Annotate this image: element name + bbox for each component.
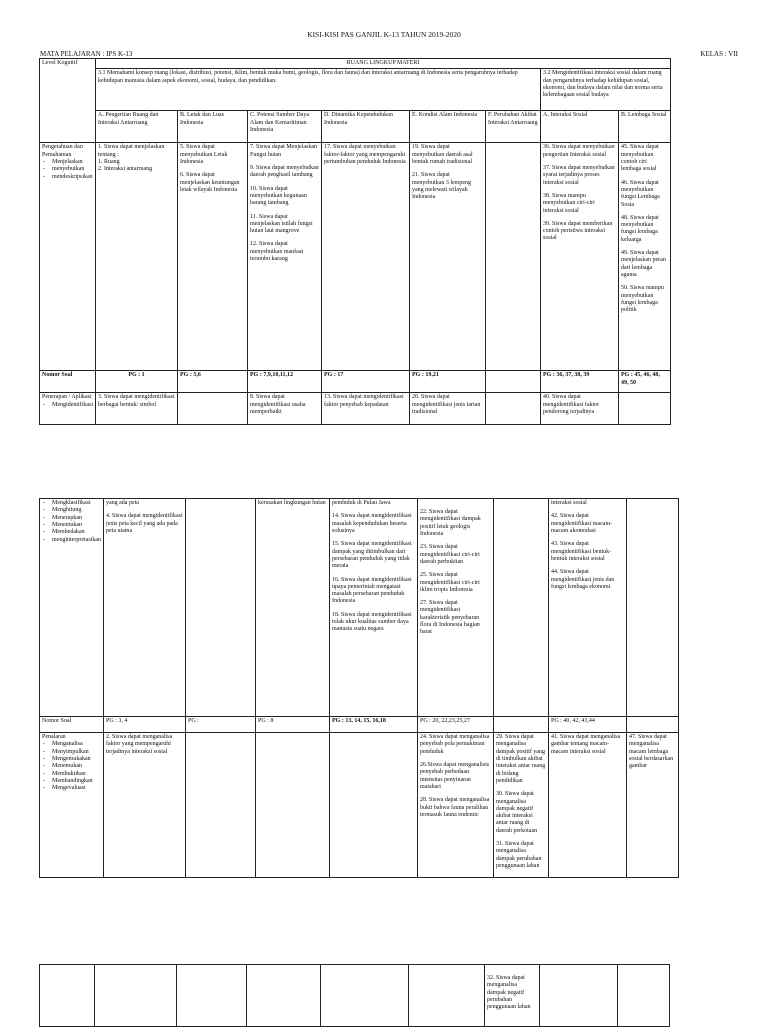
cell-pengetahuan-h: 45. Siswa dapat menyebutkan contoh ciri lembaga sosial 46. Siswa dapat menyebutkan fungsi Lembaga Sosia 48. Siswa dapat menyebutkan fungsi lembaga keluarga 49. Siswa dapat menjelaskan peran dari lembaga agama 50. Siswa mampu menyebutkan fungsi lembaga politik bbox=[619, 143, 671, 371]
verb-item: - Mengevaluasi bbox=[42, 785, 101, 792]
cell-penerapan-g: interaksi sosial 42. Siswa dapat mengidentifikasi macam-macam akomodasi 43. Siswa dapat mengidentifikasi bentuk-bentuk interaksi sosial 44. Siswa dapat mengidentifikasi jenis dan fungsi lembaga ekonomi bbox=[548, 499, 626, 717]
nomor-soal-f bbox=[493, 717, 548, 733]
cell-penalaran-f: 29. Siswa dapat menganalisa dampak positif yang di timbulkan akibat interaksi antar ruang di bidang pendidikan 30. Siswa dapat menganalisa dampak negatif akibat interaksi antar ruang di daerah perkotaan 31. Siswa dapat menganalisa dampak perubahan penggunaan lahan bbox=[493, 733, 548, 878]
cell-penerapan-a-top: 3. Siswa dapat mengidentifikasi berbagai bentuk/ simbol bbox=[96, 393, 178, 425]
verb-item: - Menemukan bbox=[42, 763, 101, 770]
cell-penerapan-b bbox=[185, 499, 255, 717]
kd-3-1: 3.1 Memahami konsep ruang (lokasi, distribusi, potensi, iklim, bentuk muka bumi, geologis, flora dan fauna) dan interaksi antarruang di Indonesia serta pengaruhnya terhadap kehidupan manusia dalam aspek ekonomi, sosial, budaya, dan pendidikan. bbox=[96, 69, 541, 111]
col-header-b: B. Letak dan Luas Indonesia bbox=[178, 111, 248, 143]
nomor-soal-label: Nomor Soal bbox=[40, 371, 96, 393]
cell-pengetahuan-d: 17. Siswa dapat menyebutkan faktor-faktor yang mempengaruhi pertumbuhan penduduk Indonesia bbox=[322, 143, 410, 371]
document-title: KISI-KISI PAS GANJIL K-13 TAHUN 2019-2020 bbox=[307, 30, 461, 39]
level-penerapan-cont bbox=[40, 499, 104, 717]
verb-item: - Menganalisa bbox=[42, 741, 101, 748]
cell-pengetahuan-a: 1. Siswa dapat menjelaskan tentang : 1. Ruang 2. Interaksi antarruang bbox=[96, 143, 178, 371]
verb-item: - Mengemukakan bbox=[42, 756, 101, 763]
cell-penerapan-b-top bbox=[178, 393, 248, 425]
cell-penalaran-d bbox=[329, 733, 417, 878]
nomor-soal-b: PG : 5,6 bbox=[178, 371, 248, 393]
cell-penerapan-c: kerusakan lingkungan hutan bbox=[255, 499, 329, 717]
cell-p3-level bbox=[40, 965, 95, 1027]
cell-penalaran-h: 47. Siswa dapat menganalisa macam lembaga sosial berdasarkan gambar bbox=[626, 733, 678, 878]
verb-item: - menyebutkan bbox=[42, 166, 93, 173]
cell-pengetahuan-f bbox=[486, 143, 541, 371]
kisi-table-page-1 bbox=[39, 58, 671, 425]
nomor-soal-h: PG : 45, 46, 48, 49, 50 bbox=[619, 371, 671, 393]
cell-p3-a bbox=[95, 965, 177, 1027]
nomor-soal-d: PG : 17 bbox=[322, 371, 410, 393]
subject-label: MATA PELAJARAN : IPS K-13 bbox=[40, 50, 133, 58]
verb-item: - Menghitung bbox=[42, 507, 101, 514]
verb-item: - Membandingkan bbox=[42, 778, 101, 785]
cell-penerapan-h bbox=[626, 499, 678, 717]
col-header-a: A. Pengertian Ruang dan Interaksi Antarruang bbox=[96, 111, 178, 143]
cell-p3-f: 32. Siswa dapat menganalisa dampak negatif perubahan penggunaan lahan bbox=[485, 965, 540, 1027]
cell-penerapan-c-top: 8. Siswa dapat mengidentifikasi usaha memperbaiki bbox=[248, 393, 322, 425]
cell-p3-b bbox=[177, 965, 247, 1027]
cell-pengetahuan-c: 7. Siswa dapat Menjelaskan Fungsi hutan 9. Siswa dapat menyebutkan daerah penghasil tambang 10. Siswa dapat menyebutkan kegunaan barang tambang 11. Siswa dapat menjelaskan istilah fungsi hutan laut mangrove 12. Siswa dapat menyebutkan manfaat terumbu karang bbox=[248, 143, 322, 371]
cell-p3-d bbox=[321, 965, 409, 1027]
nomor-soal-d: PG : 13, 14, 15, 16,18 bbox=[329, 717, 417, 733]
cell-p3-g bbox=[540, 965, 618, 1027]
cell-penerapan-f bbox=[493, 499, 548, 717]
kisi-table-page-3 bbox=[39, 964, 670, 1027]
verb-item: - Menjelaskan bbox=[42, 159, 93, 166]
col-header-f: F. Perubahan Akibat Interaksi Antarruang bbox=[486, 111, 541, 143]
cell-penalaran-g: 41. Siswa dapat menganalisa gambar tentang macam-macam interaksi sosial bbox=[548, 733, 626, 878]
level-penalaran: Penalaran - Menganalisa - Menyimpulkan - Mengemukakan - Menemukan - Membuktikan - Membandingkan - Mengevaluasi bbox=[40, 733, 104, 878]
cell-pengetahuan-g: 36. Siswa dapat menyebutkan pengertian Interaksi sosial 37. Siswa dapat menyebutkan syarat terjadinya proses interaksi sosial 38. Siswa mampu menyebutkan ciri-ciri interaksi sosial 39. Siswa dapat memberikan contoh peristiwa interaksi sosial bbox=[541, 143, 619, 371]
verb-item: - Membuktikan bbox=[42, 771, 101, 778]
cell-pengetahuan-e: 19. Siswa dapat menyebutkan daerah asal bentuk rumah tradisional 21. Siswa dapat menyebutkan 3 lempeng yang melewati wilayah Indonesia bbox=[410, 143, 486, 371]
cell-penerapan-a: yang ada peta 4. Siswa dapat mengidentifikasi jenis peta kecil yang ada pada peta utama bbox=[103, 499, 185, 717]
cell-p3-h bbox=[618, 965, 670, 1027]
cell-penalaran-b bbox=[185, 733, 255, 878]
nomor-soal-a: PG : 1 bbox=[96, 371, 178, 393]
verb-item: - Mengklasifikasi bbox=[42, 500, 101, 507]
level-penerapan: Penerapan / Aplikasi - Mengidentifikasi bbox=[40, 393, 96, 425]
cell-penerapan-g-top: 40. Siswa dapat mengidentifikasi faktor pendorong terjadinya bbox=[541, 393, 619, 425]
cell-penalaran-e: 24. Siswa dapat menganalisa penyebab pola pemukiman penduduk 26.Siswa dapat menganalisis penyebab perbedaan intensitas penyinaran matahari 28. Siswa dapat menganalisa bukti bahwa fauna peralihan termasuk fauna endemic bbox=[417, 733, 493, 878]
verb-item: - Menentukan bbox=[42, 522, 101, 529]
cell-penerapan-d-top: 13. Siswa dapat mengidentifikasi faktor penyebab kepadatan bbox=[322, 393, 410, 425]
nomor-soal-g: PG : 36, 37, 38, 39 bbox=[541, 371, 619, 393]
verb-item: - Menerapkan bbox=[42, 515, 101, 522]
kelas-label: KELAS : VII bbox=[700, 50, 738, 58]
cell-penalaran-c bbox=[255, 733, 329, 878]
col-header-h: B. Lembaga Sosial bbox=[619, 111, 671, 143]
level-pengetahuan: Pengetahuan dan Pemahaman - Menjelaskan - menyebutkan - mendeskripsikan bbox=[40, 143, 96, 371]
kd-3-2: 3.2 Mengidentifikasi interaksi sosial dalam ruang dan pengaruhnya terhadap kehidupan sosial, ekonomi, dan budaya dalam nilai dan norma serta kelembagaan sosial budaya bbox=[541, 69, 671, 111]
nomor-soal-b: PG : bbox=[185, 717, 255, 733]
nomor-soal-a: PG : 3, 4 bbox=[103, 717, 185, 733]
cell-p3-c bbox=[247, 965, 321, 1027]
verb-item: - Mengidentifikasi bbox=[42, 402, 93, 409]
col-header-g: A. Interaksi Sosial bbox=[541, 111, 619, 143]
nomor-soal-g: PG : 40, 42, 43,44 bbox=[548, 717, 626, 733]
cell-penerapan-d: penduduk di Pulau Jawa 14. Siswa dapat mengidentifikasi masalah kependudukan beserta solusinya 15. Siswa dapat mengidentifikasi dampak yang ditimbulkan dari persebaran penduduk yang tidak merata 16. Siswa dapat mengidentifikasi upaya pemerintah mengatasi masalah persebaran penduduk Indonesia 18. Siswa dapat mengidentifikasi tolak ukur kualitas sumber daya manusia suatu negara bbox=[329, 499, 417, 717]
nomor-soal-h bbox=[626, 717, 678, 733]
nomor-soal-e: PG : 20, 22,23,25,27 bbox=[417, 717, 493, 733]
verb-item: - menginterpretasikan bbox=[42, 537, 101, 544]
cell-penalaran-a: 2. Siswa dapat menganalisa faktor yang mempengaruhi terjadinya interaksi sosial bbox=[103, 733, 185, 878]
verb-item: - Membedakan bbox=[42, 529, 101, 536]
col-header-c: C. Potensi Sumber Daya Alam dan Kemaritiman Indonesia bbox=[248, 111, 322, 143]
verb-item: - mendeskripsikan bbox=[42, 174, 93, 181]
nomor-soal-c: PG : 8 bbox=[255, 717, 329, 733]
col-header-d: D. Dinamika Kependudukan Indonesia bbox=[322, 111, 410, 143]
kisi-table-page-2 bbox=[39, 498, 679, 878]
level-kognitif-header: Level Kognitif bbox=[40, 59, 96, 143]
cell-p3-e bbox=[409, 965, 485, 1027]
nomor-soal-e: PG : 19,21 bbox=[410, 371, 486, 393]
verb-item: - Menyimpulkan bbox=[42, 749, 101, 756]
col-header-e: E. Kondisi Alam Indonesia bbox=[410, 111, 486, 143]
nomor-soal-label: Nomor Soal bbox=[40, 717, 104, 733]
cell-penerapan-e-top: 20. Siswa dapat mengidentifikasi jenis tarian tradisional bbox=[410, 393, 486, 425]
ruang-lingkup-header: RUANG LINGKUP MATERI bbox=[96, 59, 671, 69]
cell-penerapan-h-top bbox=[619, 393, 671, 425]
cell-pengetahuan-b: 5. Siswa dapat menyebutkan Letak Indonesia 6. Siswa dapat menjelaskan keuntungan letak wilayah Indonesia bbox=[178, 143, 248, 371]
nomor-soal-c: PG : 7,9,10,11,12 bbox=[248, 371, 322, 393]
nomor-soal-f bbox=[486, 371, 541, 393]
cell-penerapan-f-top bbox=[486, 393, 541, 425]
cell-penerapan-e: 22. Siswa dapat mengidentifikasi dampak positif letak geologis Indonesia 23. Siswa dapat mengidentifikasi ciri-ciri daerah perbukitan 25. Siswa dapat mengidentifikasi ciri-ciri iklim tropis Indonesia 27. Siswa dapat mengidentifikasi karakteristik penyebaran flora di Indonesia bagian barat bbox=[417, 499, 493, 717]
